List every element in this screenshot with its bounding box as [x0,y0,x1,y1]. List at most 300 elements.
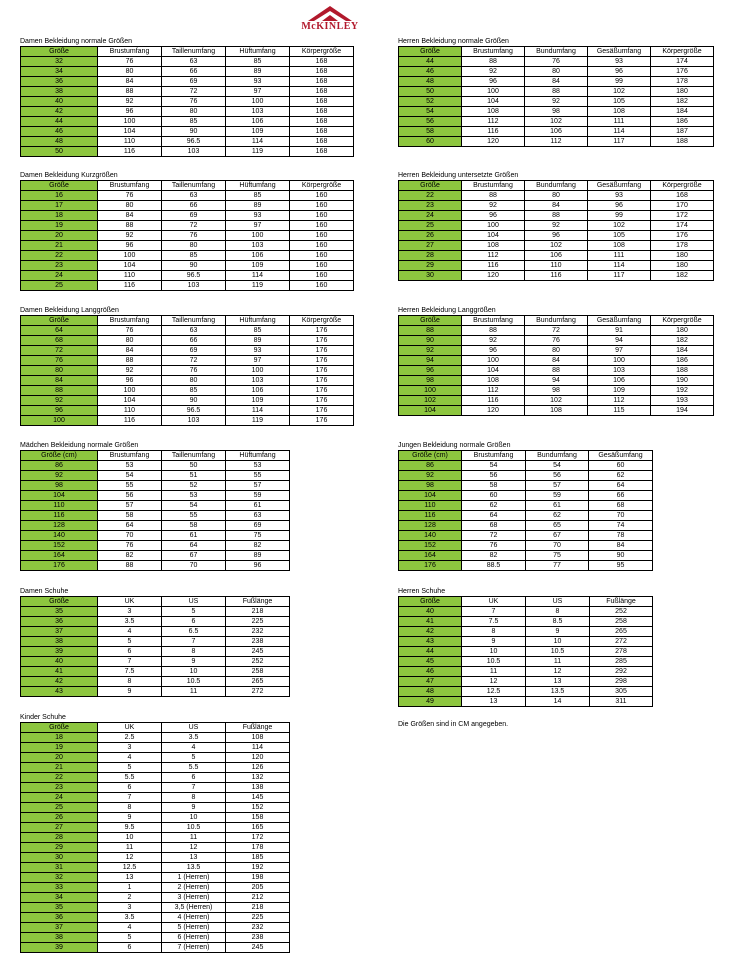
value-cell: 70 [526,541,589,551]
table-row [399,271,714,281]
value-cell: 176 [651,67,714,77]
value-cell: 106 [226,117,290,127]
table-row [21,511,290,521]
value-cell: 5 [98,763,162,773]
brand-logo [300,4,360,34]
size-cell: 32 [21,873,98,883]
brand-name: McKINLEY [301,21,359,32]
value-cell: 10.5 [162,677,226,687]
table-row [21,677,290,687]
table-jungen-normal [398,442,653,571]
table-row [399,201,714,211]
value-cell: 60 [462,491,526,501]
size-cell: 60 [399,137,462,147]
column-header: Brustumfang [462,47,525,57]
size-cell: 32 [21,57,98,67]
size-cell: 47 [399,677,462,687]
value-cell: 9 [462,637,526,647]
table-title: Herren Schuhe [398,588,446,595]
size-cell: 33 [21,883,98,893]
value-cell: 116 [462,396,525,406]
size-cell: 49 [399,697,462,707]
value-cell: 88 [98,561,162,571]
value-cell: 258 [226,667,290,677]
table-row [399,647,653,657]
value-cell: 5 [98,637,162,647]
table-row [21,57,354,67]
value-cell: 10.5 [462,657,526,667]
size-cell: 44 [399,647,462,657]
value-cell: 9 [162,657,226,667]
value-cell: 7 [98,657,162,667]
table-row [399,667,653,677]
column-header: Gesäßumfang [588,316,651,326]
value-cell: 12 [162,843,226,853]
value-cell: 152 [226,803,290,813]
table-row [399,87,714,97]
value-cell: 7 (Herren) [162,943,226,953]
value-cell: 80 [525,191,588,201]
value-cell: 89 [226,336,290,346]
size-cell: 22 [399,191,462,201]
value-cell: 176 [290,356,354,366]
value-cell: 190 [651,376,714,386]
value-cell: 8 [162,793,226,803]
value-cell: 64 [462,511,526,521]
value-cell: 114 [226,743,290,753]
table-row [399,531,653,541]
value-cell: 11 [526,657,590,667]
size-cell: 27 [21,823,98,833]
value-cell: 96.5 [162,137,226,147]
table-row [21,147,354,157]
value-cell: 5 [98,933,162,943]
value-cell: 77 [526,561,589,571]
value-cell: 84 [525,77,588,87]
size-cell: 19 [21,221,98,231]
size-cell: 37 [21,923,98,933]
value-cell: 92 [98,366,162,376]
value-cell: 185 [226,853,290,863]
value-cell: 78 [589,531,653,541]
size-table [20,450,290,571]
value-cell: 168 [290,117,354,127]
column-header: Größe [21,181,98,191]
table-row [399,366,714,376]
value-cell: 168 [290,57,354,67]
size-cell: 38 [21,87,98,97]
value-cell: 88 [462,57,525,67]
value-cell: 6 [98,647,162,657]
value-cell: 145 [226,793,290,803]
value-cell: 119 [226,416,290,426]
value-cell: 176 [290,336,354,346]
value-cell: 13 [98,873,162,883]
value-cell: 106 [525,251,588,261]
table-row [21,903,290,913]
size-cell: 116 [21,511,98,521]
table-row [399,326,714,336]
size-cell: 104 [399,491,462,501]
value-cell: 76 [98,326,162,336]
size-cell: 152 [399,541,462,551]
table-row [21,647,290,657]
value-cell: 160 [290,201,354,211]
value-cell: 94 [525,376,588,386]
value-cell: 66 [162,336,226,346]
value-cell: 70 [98,531,162,541]
value-cell: 160 [290,271,354,281]
size-cell: 110 [21,501,98,511]
size-table [398,315,714,416]
value-cell: 50 [162,461,226,471]
value-cell: 132 [226,773,290,783]
size-cell: 24 [21,793,98,803]
value-cell: 8.5 [526,617,590,627]
value-cell: 176 [651,231,714,241]
table-maedchen-normal [20,442,290,571]
value-cell: 285 [590,657,653,667]
value-cell: 165 [226,823,290,833]
value-cell: 109 [226,127,290,137]
size-cell: 43 [21,687,98,697]
table-row [21,853,290,863]
value-cell: 168 [290,107,354,117]
value-cell: 119 [226,281,290,291]
size-cell: 50 [399,87,462,97]
value-cell: 170 [651,201,714,211]
value-cell: 105 [588,97,651,107]
value-cell: 120 [462,271,525,281]
table-row [399,521,653,531]
value-cell: 63 [162,57,226,67]
table-row [399,67,714,77]
table-row [21,531,290,541]
size-cell: 88 [399,326,462,336]
table-title: Kinder Schuhe [20,714,66,721]
value-cell: 176 [290,396,354,406]
value-cell: 232 [226,627,290,637]
table-row [21,97,354,107]
value-cell: 90 [589,551,653,561]
column-header: Fußlänge [590,597,653,607]
size-cell: 19 [21,743,98,753]
column-header: US [162,723,226,733]
value-cell: 12.5 [462,687,526,697]
column-header: Taillenumfang [162,451,226,461]
value-cell: 311 [590,697,653,707]
column-header: Größe [21,597,98,607]
value-cell: 109 [226,396,290,406]
table-header-row [21,451,290,461]
column-header: Brustumfang [462,451,526,461]
value-cell: 80 [98,201,162,211]
table-row [399,396,714,406]
value-cell: 180 [651,326,714,336]
column-header: Gesäßumfang [588,181,651,191]
value-cell: 88 [462,191,525,201]
value-cell: 174 [651,221,714,231]
value-cell: 1 (Herren) [162,873,226,883]
table-row [21,883,290,893]
value-cell: 72 [525,326,588,336]
value-cell: 97 [588,346,651,356]
value-cell: 97 [226,356,290,366]
size-cell: 56 [399,117,462,127]
size-cell: 36 [21,77,98,87]
value-cell: 9 [162,803,226,813]
size-cell: 76 [21,356,98,366]
value-cell: 111 [588,117,651,127]
value-cell: 104 [462,231,525,241]
value-cell: 109 [588,386,651,396]
value-cell: 4 [98,627,162,637]
value-cell: 172 [651,211,714,221]
value-cell: 100 [98,251,162,261]
size-cell: 23 [21,783,98,793]
value-cell: 252 [226,657,290,667]
value-cell: 2 (Herren) [162,883,226,893]
size-cell: 110 [399,501,462,511]
value-cell: 62 [589,471,653,481]
value-cell: 6.5 [162,627,226,637]
value-cell: 160 [290,261,354,271]
value-cell: 3 [98,743,162,753]
value-cell: 93 [588,191,651,201]
table-row [21,793,290,803]
value-cell: 66 [589,491,653,501]
table-row [21,823,290,833]
value-cell: 64 [589,481,653,491]
table-row [399,657,653,667]
value-cell: 85 [162,386,226,396]
column-header: Brustumfang [98,181,162,191]
size-table [398,450,653,571]
size-cell: 96 [21,406,98,416]
value-cell: 96 [588,67,651,77]
value-cell: 93 [588,57,651,67]
table-row [21,211,354,221]
value-cell: 103 [588,366,651,376]
value-cell: 88.5 [462,561,526,571]
value-cell: 82 [98,551,162,561]
column-header: Körpergröße [290,47,354,57]
table-title: Jungen Bekleidung normale Größen [398,442,511,449]
value-cell: 92 [98,97,162,107]
value-cell: 3 [98,903,162,913]
size-cell: 128 [21,521,98,531]
table-row [21,386,354,396]
table-row [21,551,290,561]
value-cell: 120 [462,406,525,416]
table-row [21,336,354,346]
size-table [20,46,354,157]
value-cell: 64 [98,521,162,531]
value-cell: 55 [226,471,290,481]
value-cell: 102 [525,117,588,127]
table-row [399,501,653,511]
value-cell: 84 [98,211,162,221]
value-cell: 80 [162,376,226,386]
value-cell: 3 [98,607,162,617]
size-cell: 128 [399,521,462,531]
column-header: Gesäßumfang [589,451,653,461]
table-row [21,743,290,753]
size-cell: 41 [399,617,462,627]
value-cell: 176 [290,386,354,396]
size-cell: 46 [21,127,98,137]
value-cell: 5 [162,607,226,617]
value-cell: 9 [98,687,162,697]
value-cell: 7.5 [462,617,526,627]
column-header: US [526,597,590,607]
size-cell: 48 [399,77,462,87]
value-cell: 7 [162,637,226,647]
value-cell: 178 [226,843,290,853]
table-row [21,607,290,617]
value-cell: 3.5 [162,733,226,743]
value-cell: 66 [162,201,226,211]
table-row [21,617,290,627]
value-cell: 110 [98,271,162,281]
table-row [399,107,714,117]
size-cell: 92 [21,396,98,406]
value-cell: 7 [462,607,526,617]
value-cell: 112 [462,117,525,127]
value-cell: 104 [462,366,525,376]
value-cell: 76 [162,231,226,241]
value-cell: 102 [525,241,588,251]
size-cell: 84 [21,376,98,386]
table-herren-untersetzt [398,172,714,281]
value-cell: 76 [462,541,526,551]
value-cell: 2.5 [98,733,162,743]
size-cell: 152 [21,541,98,551]
table-row [21,501,290,511]
value-cell: 109 [226,261,290,271]
value-cell: 54 [98,471,162,481]
size-cell: 100 [21,416,98,426]
size-cell: 40 [21,657,98,667]
value-cell: 8 [98,803,162,813]
column-header: Taillenumfang [162,47,226,57]
value-cell: 3.5 [98,913,162,923]
column-header: Hüftumfang [226,451,290,461]
value-cell: 117 [588,271,651,281]
value-cell: 11 [462,667,526,677]
size-cell: 54 [399,107,462,117]
table-row [21,783,290,793]
size-cell: 31 [21,863,98,873]
value-cell: 102 [588,87,651,97]
value-cell: 88 [98,87,162,97]
value-cell: 114 [226,406,290,416]
column-header: Körpergröße [651,47,714,57]
column-header: Hüftumfang [226,181,290,191]
size-cell: 52 [399,97,462,107]
column-header: Bundumfang [526,451,589,461]
value-cell: 160 [290,231,354,241]
value-cell: 102 [525,396,588,406]
table-row [21,627,290,637]
value-cell: 116 [525,271,588,281]
value-cell: 168 [290,77,354,87]
value-cell: 108 [462,376,525,386]
value-cell: 99 [588,211,651,221]
column-header: Taillenumfang [162,316,226,326]
value-cell: 8 [526,607,590,617]
table-row [21,117,354,127]
value-cell: 99 [588,77,651,87]
size-cell: 40 [21,97,98,107]
value-cell: 176 [290,366,354,376]
value-cell: 80 [525,67,588,77]
value-cell: 278 [590,647,653,657]
column-header: Fußlänge [226,597,290,607]
value-cell: 168 [290,127,354,137]
table-row [21,191,354,201]
value-cell: 108 [525,406,588,416]
table-header-row [21,316,354,326]
value-cell: 4 [162,743,226,753]
value-cell: 100 [588,356,651,366]
value-cell: 100 [462,356,525,366]
value-cell: 112 [462,251,525,261]
table-row [21,481,290,491]
value-cell: 252 [590,607,653,617]
column-header: Hüftumfang [226,316,290,326]
size-cell: 42 [21,677,98,687]
column-header: Brustumfang [98,47,162,57]
value-cell: 168 [651,191,714,201]
value-cell: 6 [162,773,226,783]
size-cell: 80 [21,366,98,376]
units-note: Die Größen sind in CM angegeben. [398,721,509,728]
value-cell: 97 [226,87,290,97]
table-row [399,231,714,241]
value-cell: 90 [162,396,226,406]
table-row [21,231,354,241]
table-row [399,561,653,571]
value-cell: 88 [462,326,525,336]
table-row [21,127,354,137]
column-header: Hüftumfang [226,47,290,57]
value-cell: 110 [525,261,588,271]
table-row [21,396,354,406]
value-cell: 98 [525,107,588,117]
size-cell: 164 [21,551,98,561]
table-damen-normal [20,38,354,157]
size-cell: 21 [21,763,98,773]
table-row [21,77,354,87]
table-row [21,923,290,933]
value-cell: 96 [98,241,162,251]
value-cell: 176 [290,326,354,336]
value-cell: 182 [651,336,714,346]
value-cell: 89 [226,67,290,77]
value-cell: 180 [651,261,714,271]
value-cell: 192 [651,386,714,396]
value-cell: 85 [226,57,290,67]
value-cell: 6 (Herren) [162,933,226,943]
value-cell: 225 [226,913,290,923]
value-cell: 138 [226,783,290,793]
value-cell: 5.5 [98,773,162,783]
value-cell: 10 [462,647,526,657]
value-cell: 94 [588,336,651,346]
table-row [21,406,354,416]
value-cell: 75 [226,531,290,541]
